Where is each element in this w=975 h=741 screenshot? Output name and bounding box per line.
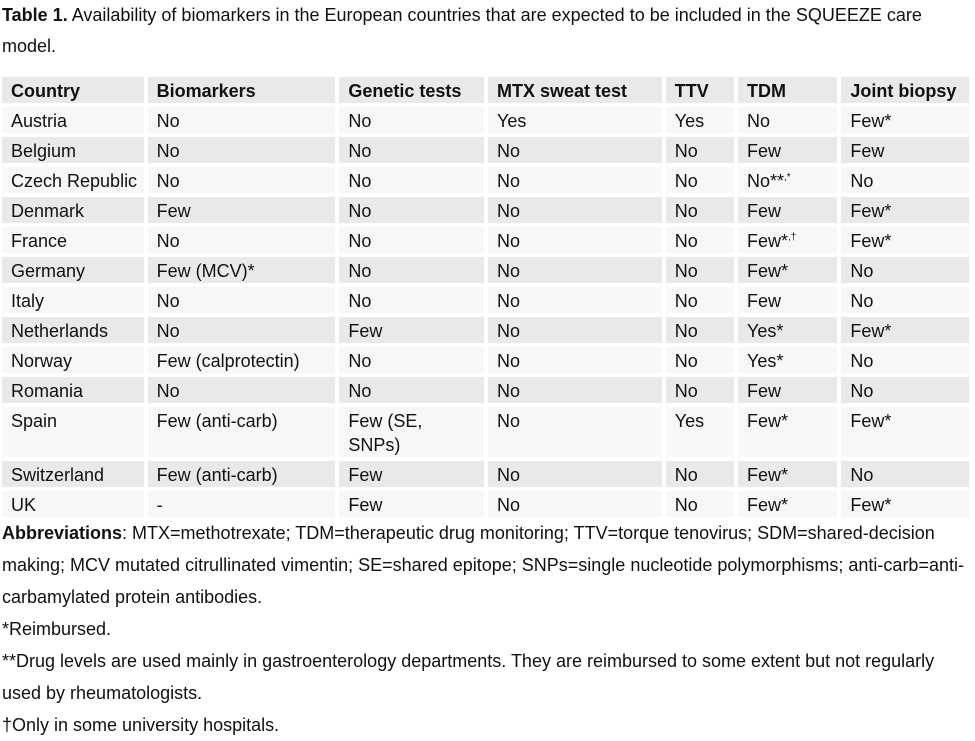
cell-biomarkers	[148, 227, 336, 253]
cell-country-text: Czech Republic	[11, 171, 138, 191]
cell-genetic-tests-text: No	[348, 351, 372, 371]
cell-tdm	[738, 287, 837, 313]
footnote-marker: ,*	[784, 172, 791, 183]
cell-ttv	[666, 461, 734, 487]
cell-genetic-tests	[339, 407, 484, 457]
cell-biomarkers-text: No	[156, 381, 180, 401]
cell-tdm-text: Few	[747, 291, 782, 311]
cell-biomarkers	[148, 287, 336, 313]
cell-country	[2, 317, 144, 343]
cell-ttv	[666, 107, 734, 133]
cell-ttv	[666, 491, 734, 517]
cell-ttv	[666, 407, 734, 457]
cell-genetic-tests	[339, 347, 484, 373]
cell-country	[2, 257, 144, 283]
cell-biomarkers-text: No	[156, 171, 180, 191]
cell-joint-biopsy-text: No	[850, 261, 874, 281]
cell-tdm-text: Yes*	[747, 351, 784, 371]
cell-ttv-text: No	[674, 321, 698, 341]
abbreviations-note	[2, 517, 972, 613]
cell-biomarkers	[148, 377, 336, 403]
cell-tdm	[738, 407, 837, 457]
cell-biomarkers	[148, 107, 336, 133]
cell-biomarkers	[148, 407, 336, 457]
cell-tdm-text: Few	[747, 141, 782, 161]
cell-tdm	[738, 317, 837, 343]
cell-joint-biopsy	[841, 257, 969, 283]
cell-mtx-sweat-test-text: No	[496, 351, 520, 371]
cell-genetic-tests	[339, 137, 484, 163]
cell-ttv	[666, 227, 734, 253]
cell-country-text: Netherlands	[11, 321, 109, 341]
cell-genetic-tests	[339, 461, 484, 487]
cell-biomarkers	[148, 347, 336, 373]
cell-country-text: Switzerland	[11, 465, 105, 485]
cell-joint-biopsy	[841, 107, 969, 133]
table-row	[2, 491, 969, 517]
cell-mtx-sweat-test	[488, 197, 662, 223]
cell-joint-biopsy-text: Few*	[850, 201, 892, 221]
cell-joint-biopsy-text: Few*	[850, 111, 892, 131]
cell-biomarkers	[148, 491, 336, 517]
cell-mtx-sweat-test	[488, 257, 662, 283]
cell-joint-biopsy-text: Few*	[850, 495, 892, 515]
cell-joint-biopsy-text: No	[850, 291, 874, 311]
cell-country-text: UK	[11, 495, 37, 515]
table-row	[2, 107, 969, 133]
cell-ttv	[666, 197, 734, 223]
cell-mtx-sweat-test	[488, 461, 662, 487]
cell-mtx-sweat-test	[488, 317, 662, 343]
cell-genetic-tests	[339, 257, 484, 283]
cell-ttv-text: No	[674, 465, 698, 485]
cell-country	[2, 107, 144, 133]
cell-biomarkers	[148, 167, 336, 193]
header-ttv: TTV	[666, 77, 734, 103]
cell-joint-biopsy-text: No	[850, 171, 874, 191]
cell-biomarkers	[148, 257, 336, 283]
cell-ttv-text: No	[674, 495, 698, 515]
header-mtx-sweat-test: MTX sweat test	[488, 77, 662, 103]
cell-genetic-tests-text: Few	[348, 465, 383, 485]
cell-genetic-tests-text: Few	[348, 321, 383, 341]
cell-joint-biopsy-text: No	[850, 351, 874, 371]
header-row	[2, 77, 969, 103]
cell-biomarkers	[148, 137, 336, 163]
cell-biomarkers-text: Few (anti-carb)	[156, 465, 278, 485]
caption-label: Table 1.	[2, 5, 68, 25]
cell-joint-biopsy-text: Few*	[850, 321, 892, 341]
cell-mtx-sweat-test-text: No	[496, 495, 520, 515]
cell-biomarkers	[148, 317, 336, 343]
cell-country-text: France	[11, 231, 68, 251]
cell-genetic-tests-text: No	[348, 171, 372, 191]
table-row	[2, 197, 969, 223]
cell-tdm	[738, 197, 837, 223]
cell-joint-biopsy-text: Few*	[850, 231, 892, 251]
cell-tdm-text: Few*	[747, 411, 789, 431]
cell-tdm	[738, 167, 837, 193]
cell-tdm	[738, 137, 837, 163]
cell-joint-biopsy	[841, 197, 969, 223]
cell-tdm	[738, 257, 837, 283]
cell-genetic-tests	[339, 167, 484, 193]
cell-ttv-text: Yes	[674, 411, 705, 431]
cell-mtx-sweat-test-text: Yes	[496, 111, 527, 131]
cell-biomarkers-text: Few	[156, 201, 191, 221]
cell-biomarkers-text: No	[156, 231, 180, 251]
cell-tdm	[738, 227, 837, 253]
cell-genetic-tests-text: No	[348, 291, 372, 311]
cell-mtx-sweat-test	[488, 137, 662, 163]
table-row	[2, 137, 969, 163]
cell-biomarkers-text: -	[156, 495, 163, 515]
header-country: Country	[2, 77, 144, 103]
cell-country-text: Norway	[11, 351, 73, 371]
cell-joint-biopsy	[841, 347, 969, 373]
table-row	[2, 257, 969, 283]
table-caption	[2, 0, 970, 62]
table-body	[2, 107, 969, 517]
cell-mtx-sweat-test	[488, 227, 662, 253]
header-genetic-tests: Genetic tests	[339, 77, 484, 103]
cell-genetic-tests	[339, 287, 484, 313]
cell-ttv-text: No	[674, 141, 698, 161]
cell-genetic-tests-text: Few	[348, 495, 383, 515]
cell-biomarkers	[148, 197, 336, 223]
caption-text: Availability of biomarkers in the European countries that are expected to be included in the SQUEEZE care model.	[2, 5, 922, 56]
cell-biomarkers-text: Few (anti-carb)	[156, 411, 278, 431]
cell-country	[2, 137, 144, 163]
cell-country	[2, 347, 144, 373]
abbreviations-label: Abbreviations	[2, 523, 123, 543]
footnotes	[2, 517, 972, 741]
cell-mtx-sweat-test-text: No	[496, 171, 520, 191]
cell-ttv	[666, 317, 734, 343]
cell-tdm	[738, 347, 837, 373]
cell-ttv-text: No	[674, 261, 698, 281]
cell-ttv-text: No	[674, 171, 698, 191]
cell-ttv-text: No	[674, 201, 698, 221]
cell-country	[2, 287, 144, 313]
cell-genetic-tests-text: No	[348, 141, 372, 161]
cell-joint-biopsy-text: Few*	[850, 411, 892, 431]
cell-joint-biopsy	[841, 137, 969, 163]
cell-ttv-text: Yes	[674, 111, 705, 131]
cell-biomarkers-text: No	[156, 321, 180, 341]
cell-biomarkers-text: Few (calprotectin)	[156, 351, 300, 371]
cell-mtx-sweat-test	[488, 347, 662, 373]
cell-mtx-sweat-test	[488, 407, 662, 457]
cell-mtx-sweat-test	[488, 287, 662, 313]
table-row	[2, 227, 969, 253]
footnote-marker: ,†	[788, 232, 797, 243]
cell-genetic-tests	[339, 107, 484, 133]
cell-genetic-tests	[339, 227, 484, 253]
cell-joint-biopsy-text: No	[850, 465, 874, 485]
cell-ttv-text: No	[674, 231, 698, 251]
cell-genetic-tests	[339, 197, 484, 223]
cell-ttv-text: No	[674, 291, 698, 311]
cell-biomarkers-text: Few (MCV)*	[156, 261, 255, 281]
cell-ttv	[666, 167, 734, 193]
cell-mtx-sweat-test	[488, 377, 662, 403]
cell-country	[2, 491, 144, 517]
table-row	[2, 167, 969, 193]
table-row	[2, 461, 969, 487]
cell-joint-biopsy	[841, 317, 969, 343]
reimbursed-note: *Reimbursed.	[2, 619, 112, 639]
biomarker-table	[0, 73, 973, 521]
cell-genetic-tests	[339, 317, 484, 343]
cell-genetic-tests	[339, 491, 484, 517]
cell-genetic-tests-text: No	[348, 261, 372, 281]
cell-mtx-sweat-test-text: No	[496, 141, 520, 161]
cell-country-text: Italy	[11, 291, 45, 311]
cell-tdm-text: Few*	[747, 261, 789, 281]
cell-ttv-text: No	[674, 381, 698, 401]
cell-country	[2, 377, 144, 403]
cell-tdm	[738, 107, 837, 133]
cell-country-text: Belgium	[11, 141, 77, 161]
cell-tdm	[738, 377, 837, 403]
cell-genetic-tests-text: Few (SE, SNPs)	[348, 411, 423, 455]
cell-genetic-tests-text: No	[348, 111, 372, 131]
cell-joint-biopsy	[841, 461, 969, 487]
table-row	[2, 317, 969, 343]
cell-biomarkers-text: No	[156, 291, 180, 311]
cell-country-text: Romania	[11, 381, 84, 401]
cell-mtx-sweat-test-text: No	[496, 411, 520, 431]
cell-genetic-tests	[339, 377, 484, 403]
header-biomarkers: Biomarkers	[148, 77, 336, 103]
cell-biomarkers-text: No	[156, 111, 180, 131]
university-note: †Only in some university hospitals.	[2, 715, 280, 735]
cell-biomarkers-text: No	[156, 141, 180, 161]
cell-biomarkers	[148, 461, 336, 487]
cell-mtx-sweat-test	[488, 167, 662, 193]
cell-tdm	[738, 461, 837, 487]
cell-ttv-text: No	[674, 351, 698, 371]
cell-tdm-text: Few*	[747, 465, 789, 485]
cell-ttv	[666, 347, 734, 373]
cell-tdm-text: No	[747, 111, 771, 131]
header-joint-biopsy: Joint biopsy	[841, 77, 969, 103]
cell-mtx-sweat-test-text: No	[496, 321, 520, 341]
cell-tdm-text: No**	[747, 171, 785, 191]
cell-country-text: Denmark	[11, 201, 85, 221]
cell-mtx-sweat-test-text: No	[496, 381, 520, 401]
cell-joint-biopsy	[841, 167, 969, 193]
cell-joint-biopsy	[841, 227, 969, 253]
cell-ttv	[666, 287, 734, 313]
abbreviations-text: : MTX=methotrexate; TDM=therapeutic drug monitoring; TTV=torque tenovirus; SDM=shared-decision making; MCV mutated citrullinated vimentin; SE=shared epitope; SNPs=single nucleotide polymorphisms; anti-carb=anti-carbamylated protein antibodies.	[2, 523, 964, 607]
cell-country	[2, 197, 144, 223]
cell-country-text: Austria	[11, 111, 68, 131]
cell-tdm-text: Few	[747, 201, 782, 221]
cell-joint-biopsy	[841, 377, 969, 403]
cell-joint-biopsy-text: No	[850, 381, 874, 401]
cell-mtx-sweat-test-text: No	[496, 201, 520, 221]
cell-country	[2, 227, 144, 253]
cell-ttv	[666, 377, 734, 403]
table-row	[2, 287, 969, 313]
cell-genetic-tests-text: No	[348, 231, 372, 251]
cell-joint-biopsy	[841, 407, 969, 457]
cell-joint-biopsy	[841, 287, 969, 313]
cell-ttv	[666, 137, 734, 163]
cell-mtx-sweat-test-text: No	[496, 231, 520, 251]
cell-mtx-sweat-test-text: No	[496, 261, 520, 281]
cell-tdm-text: Few*	[747, 495, 789, 515]
cell-country	[2, 461, 144, 487]
cell-ttv	[666, 257, 734, 283]
cell-country-text: Germany	[11, 261, 86, 281]
cell-mtx-sweat-test	[488, 491, 662, 517]
cell-country	[2, 407, 144, 457]
cell-joint-biopsy	[841, 491, 969, 517]
cell-country	[2, 167, 144, 193]
cell-tdm	[738, 491, 837, 517]
cell-tdm-text: Few	[747, 381, 782, 401]
cell-tdm-text: Few*	[747, 231, 789, 251]
header-tdm: TDM	[738, 77, 837, 103]
cell-mtx-sweat-test	[488, 107, 662, 133]
cell-joint-biopsy-text: Few	[850, 141, 885, 161]
cell-mtx-sweat-test-text: No	[496, 465, 520, 485]
table-row	[2, 347, 969, 373]
cell-genetic-tests-text: No	[348, 201, 372, 221]
cell-mtx-sweat-test-text: No	[496, 291, 520, 311]
cell-genetic-tests-text: No	[348, 381, 372, 401]
cell-tdm-text: Yes*	[747, 321, 784, 341]
table-row	[2, 377, 969, 403]
cell-country-text: Spain	[11, 411, 58, 431]
table-row	[2, 407, 969, 457]
drug-levels-note: **Drug levels are used mainly in gastroenterology departments. They are reimbursed to some extent but not regularly used by rheumatologists.	[2, 651, 935, 703]
